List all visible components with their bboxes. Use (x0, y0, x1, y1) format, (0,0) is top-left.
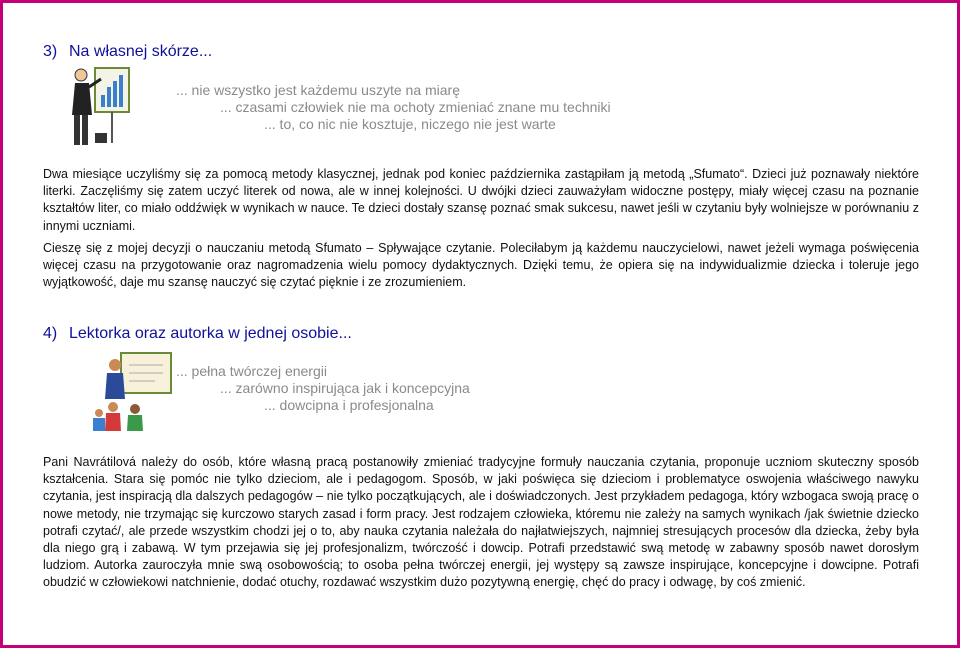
presenter-illustration (65, 65, 135, 155)
section-4-title: Lektorka oraz autorka w jednej osobie... (69, 325, 352, 342)
tagline: ... zarówno inspirująca jak i koncepcyjna (220, 380, 470, 396)
section-3-heading (43, 43, 212, 61)
section-4-number: 4) (43, 325, 58, 342)
section-4-paragraph-1: Pani Navrátilová należy do osób, które własną pracą postanowiły zmieniać tradycyjne formuły nauczania czytania, proponuje uczniom skuteczny sposób kształcenia. Stara się pomóc nie tylko dzieciom, ale i pedagogom. Sposób, w jaki poświęca się dzieciom i problematyce oswojenia właściwego nawyku czytania, jest inspiracją dla dalszych pedagogów – nie tylko początkujących, ale i doświadczonych. Jest przykładem pedagoga, który wzbogaca swoją pracę o nowe metody, nie trzymając się kurczowo starych zasad i form pracy. Jest rodzajem człowieka, któremu nie zależy na samych wynikach /jak świetnie dziecko potrafi czytać/, ale przede wszystkim chodzi jej o to, aby nauka czytania należała do najłatwiejszych, najmniej stresujących procesów dla dziecka, żeby była dla niego grą i zabawą. W tym przejawia się jej profesjonalizm, twórczość i dowcip. Potrafi przedstawić swą metodę w zabawny sposób nawet dorosłym ludziom. Autorka zauroczyła mnie swą osobowością; to osoba pełna twórczej energii, jej występy są zawsze inspirujące, koncepcyjne i dowcipne. Potrafi obudzić w człowiekowi natchnienie, dodać otuchy, rozdawać wszystkim dużo pozytywną energię, chęć do pracy i odwagę, by coś zmienić. (43, 455, 919, 590)
section-3-number: 3) (43, 43, 58, 60)
tagline: ... dowcipna i profesjonalna (264, 397, 434, 413)
tagline: ... czasami człowiek nie ma ochoty zmieniać znane mu techniki (220, 99, 611, 115)
section-3-paragraph-2: Cieszę się z mojej decyzji o nauczaniu metodą Sfumato – Spływające czytanie. Poleciłabym ją każdemu nauczycielowi, nawet jeżeli wymaga poświęcenia więcej czasu na przygotowanie oraz nagromadzenia wielu pomocy dydaktycznych. Dzięki temu, że opiera się na indywidualizmie dziecka i toleruje jego wyjątkowość, daje mu szansę nauczyć się czytać pięknie i ze zrozumieniem. (43, 241, 919, 290)
section-4-taglines (176, 363, 470, 414)
tagline: ... to, co nic nie kosztuje, niczego nie jest warte (264, 116, 556, 132)
teacher-children-illustration (93, 351, 175, 433)
section-3-paragraph-1: Dwa miesiące uczyliśmy się za pomocą metody klasycznej, jednak pod koniec października zastąpiłam ją metodą „Sfumato“. Dzieci już poznawały niektóre literki. Zaczęliśmy się zatem uczyć literek od nowa, ale w innej kolejności. U dwójki dzieci zauważyłam widoczne postępy, miały więcej czasu na poznanie kształtów liter, co miało oddźwięk w wynikach w nauce. Te dzieci dostały szansę poznać smak sukcesu, nawet jeśli w czytaniu były wolniejsze w porównaniu z innymi uczniami. (43, 167, 919, 233)
section-3-taglines (176, 82, 611, 133)
section-4-heading (43, 325, 352, 343)
section-3-title: Na własnej skórze... (69, 43, 213, 60)
tagline: ... pełna twórczej energii (176, 363, 327, 379)
tagline: ... nie wszystko jest każdemu uszyte na miarę (176, 82, 460, 98)
